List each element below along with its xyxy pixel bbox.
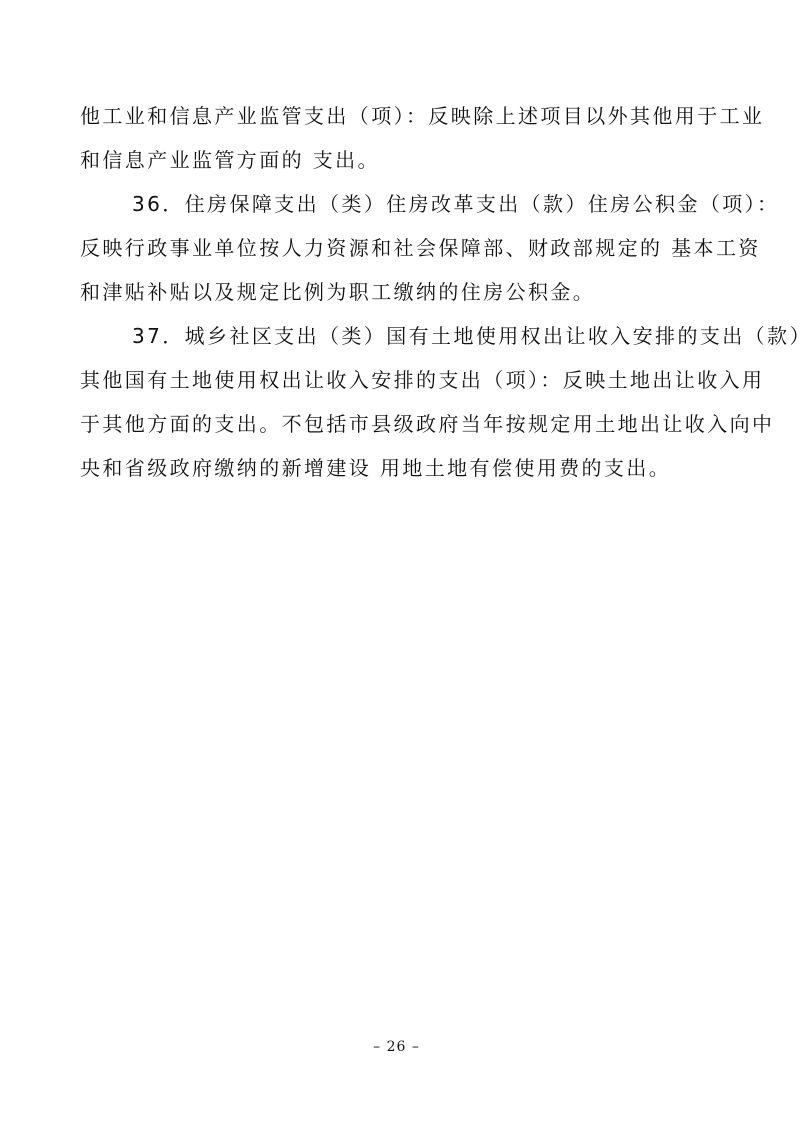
paragraph-2-line-3: 和津贴补贴以及规定比例为职工缴纳的住房公积金。	[80, 280, 596, 304]
paragraph-3-line-3: 于其他方面的支出。不包括市县级政府当年按规定用土地出让收入向中	[80, 412, 775, 436]
paragraph-1-line-2: 和信息产业监管方面的 支出。	[80, 148, 380, 172]
paragraph-3-line-2: 其他国有土地使用权出让收入安排的支出（项）：反映土地出让收入用	[80, 368, 765, 392]
paragraph-1-line-1: 他工业和信息产业监管支出（项）：反映除上述项目以外其他用于工业	[80, 104, 765, 128]
paragraph-3-line-4: 央和省级政府缴纳的新增建设 用地土地有偿使用费的支出。	[80, 456, 672, 480]
page-number: – 26 –	[373, 1039, 420, 1055]
paragraph-3-line-1: 37．城乡社区支出（类）国有土地使用权出让收入安排的支出（款）	[132, 324, 812, 348]
paragraph-2-line-1: 36．住房保障支出（类）住房改革支出（款）住房公积金（项）：	[132, 192, 780, 216]
paragraph-2-line-2: 反映行政事业单位按人力资源和社会保障部、财政部规定的 基本工资	[80, 236, 761, 260]
